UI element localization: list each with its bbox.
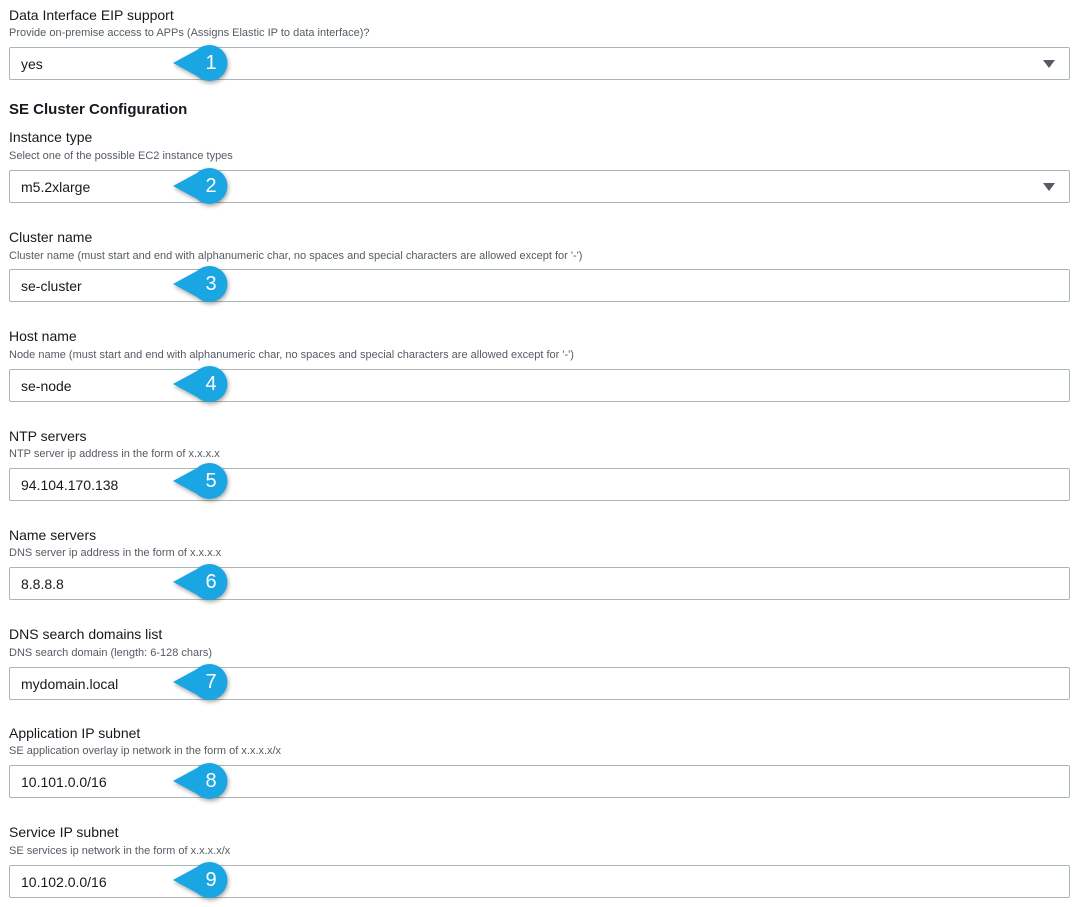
- name-servers-input[interactable]: [9, 567, 1070, 600]
- callout-marker: 2: [173, 168, 235, 204]
- host-name-input[interactable]: [9, 369, 1070, 402]
- eip-support-select[interactable]: [9, 47, 1070, 80]
- caret-down-icon[interactable]: [1043, 60, 1055, 68]
- cluster-name-description: Cluster name (must start and end with alphanumeric char, no spaces and special characters are allowed except for '-'): [9, 250, 583, 262]
- service-ip-subnet-input[interactable]: [9, 865, 1070, 898]
- ntp-servers-description: NTP server ip address in the form of x.x.x.x: [9, 448, 220, 460]
- name-servers-field: [9, 527, 1070, 603]
- ntp-servers-input[interactable]: [9, 468, 1070, 501]
- cluster-name-input[interactable]: [9, 269, 1070, 302]
- callout-marker: 1: [173, 45, 235, 81]
- service-ip-subnet-value: 10.102.0.0/16: [21, 874, 107, 890]
- eip-support-description: Provide on-premise access to APPs (Assigns Elastic IP to data interface)?: [9, 27, 370, 39]
- dns-search-domains-field: [9, 626, 1070, 702]
- cluster-name-field: [9, 229, 1070, 305]
- section-title: SE Cluster Configuration: [9, 101, 188, 118]
- application-ip-subnet-field: [9, 725, 1070, 801]
- name-servers-label: Name servers: [9, 527, 97, 543]
- callout-marker: 5: [173, 463, 235, 499]
- cluster-name-label: Cluster name: [9, 229, 93, 245]
- callout-marker: 8: [173, 763, 235, 799]
- dns-search-domains-label: DNS search domains list: [9, 626, 163, 642]
- service-ip-subnet-label: Service IP subnet: [9, 824, 119, 840]
- name-servers-value: 8.8.8.8: [21, 576, 64, 592]
- application-ip-subnet-value: 10.101.0.0/16: [21, 774, 107, 790]
- eip-support-selected-value: yes: [21, 56, 43, 72]
- instance-type-selected-value: m5.2xlarge: [21, 179, 91, 195]
- eip-support-label: Data Interface EIP support: [9, 7, 174, 23]
- dns-search-domains-input[interactable]: [9, 667, 1070, 700]
- service-ip-subnet-description: SE services ip network in the form of x.x.x.x/x: [9, 845, 231, 857]
- host-name-label: Host name: [9, 328, 77, 344]
- application-ip-subnet-description: SE application overlay ip network in the form of x.x.x.x/x: [9, 745, 282, 757]
- ntp-servers-label: NTP servers: [9, 428, 87, 444]
- dns-search-domains-description: DNS search domain (length: 6-128 chars): [9, 647, 212, 659]
- host-name-description: Node name (must start and end with alphanumeric char, no spaces and special characters are allowed except for '-'): [9, 349, 574, 361]
- application-ip-subnet-input[interactable]: [9, 765, 1070, 798]
- cluster-name-value: se-cluster: [21, 278, 82, 294]
- instance-type-select[interactable]: [9, 170, 1070, 203]
- name-servers-description: DNS server ip address in the form of x.x.x.x: [9, 547, 222, 559]
- instance-type-field: [9, 129, 1070, 205]
- callout-marker: 9: [173, 862, 235, 898]
- callout-marker: 4: [173, 366, 235, 402]
- eip-support-field: [9, 7, 1070, 83]
- host-name-field: [9, 328, 1070, 404]
- ntp-servers-field: [9, 428, 1070, 504]
- ntp-servers-value: 94.104.170.138: [21, 477, 119, 493]
- instance-type-description: Select one of the possible EC2 instance types: [9, 150, 233, 162]
- service-ip-subnet-field: [9, 824, 1070, 900]
- host-name-value: se-node: [21, 378, 72, 394]
- callout-marker: 3: [173, 266, 235, 302]
- application-ip-subnet-label: Application IP subnet: [9, 725, 141, 741]
- caret-down-icon[interactable]: [1043, 183, 1055, 191]
- dns-search-domains-value: mydomain.local: [21, 676, 119, 692]
- callout-marker: 7: [173, 664, 235, 700]
- callout-marker: 6: [173, 564, 235, 600]
- instance-type-label: Instance type: [9, 129, 93, 145]
